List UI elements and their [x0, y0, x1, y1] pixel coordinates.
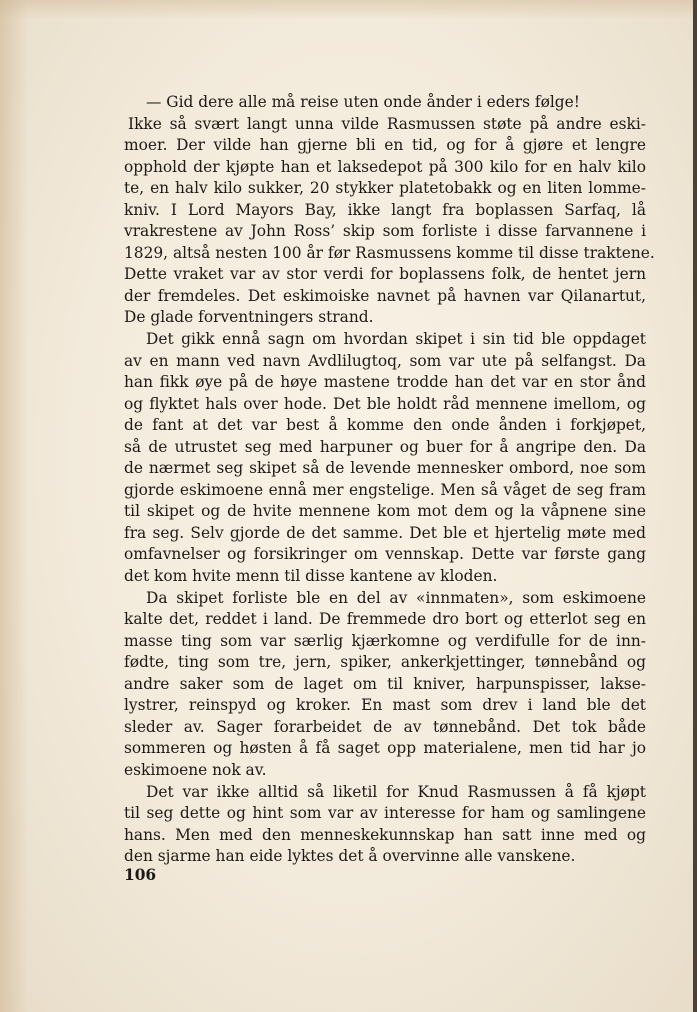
text-line: kalte det, reddet i land. De fremmede dro bort og etterlot seg en: [124, 610, 646, 629]
page-edge-shadow-left: [0, 0, 28, 1012]
text-line: Dette vraket var av stor verdi for boplassens folk, de hentet jern: [124, 265, 646, 284]
text-line: de fant at det var best å komme den onde ånden i forkjøpet,: [124, 416, 646, 435]
text-line: omfavnelser og forsikringer om vennskap. Dette var første gang: [124, 545, 646, 564]
text-line: de nærmet seg skipet så de levende mennesker ombord, noe som: [124, 459, 646, 478]
text-line: eskimoene nok av.: [124, 760, 267, 779]
text-line: vrakrestene av John Ross’ skip som forliste i disse farvannene i: [124, 222, 646, 241]
text-line: der fremdeles. Det eskimoiske navnet på havnen var Qilanartut,: [124, 286, 646, 305]
text-line: opphold der kjøpte han et laksedepot på 300 kilo for en halv kilo: [124, 157, 646, 176]
text-line: den sjarme han eide lyktes det å overvinne alle vanskene.: [124, 847, 576, 866]
text-line: masse ting som var særlig kjærkomne og verdifulle for de inn-: [124, 631, 646, 650]
page-number: 106: [124, 866, 157, 884]
text-line: Det var ikke alltid så liketil for Knud Rasmussen å få kjøpt: [146, 782, 646, 801]
text-line: til skipet og de hvite mennene kom mot dem og la våpnene sine: [124, 502, 646, 521]
text-line: andre saker som de laget om til kniver, harpunspisser, lakse-: [124, 674, 646, 693]
text-line: Det gikk ennå sagn om hvordan skipet i sin tid ble oppdaget: [146, 330, 646, 349]
text-line: Ikke så svært langt unna vilde Rasmussen støte på andre eski-: [128, 114, 646, 133]
page-edge-shadow-top: [0, 0, 697, 20]
text-line: sleder av. Sager forarbeidet de av tønnebånd. Det tok både: [124, 717, 646, 736]
text-line: han fikk øye på de høye mastene trodde han det var en stor ånd: [124, 373, 646, 392]
text-line: og flyktet hals over hode. Det ble holdt råd mennene imellom, og: [124, 394, 646, 413]
text-line: kniv. I Lord Mayors Bay, ikke langt fra boplassen Sarfaq, lå: [124, 200, 646, 219]
text-line: Da skipet forliste ble en del av «innmaten», som eskimoene: [146, 588, 646, 607]
text-line: moer. Der vilde han gjerne bli en tid, og for å gjøre et lengre: [124, 136, 646, 155]
text-line: 1829, altså nesten 100 år før Rasmussens komme til disse traktene.: [124, 243, 655, 262]
text-line: gjorde eskimoene ennå mer engstelige. Men så våget de seg fram: [124, 480, 646, 499]
text-line: — Gid dere alle må reise uten onde ånder i eders følge!: [146, 93, 580, 111]
text-line: fra seg. Selv gjorde de det samme. Det ble et hjertelig møte med: [124, 523, 646, 542]
body-text: [124, 92, 655, 868]
page-edge-dark-right: [693, 0, 697, 1012]
text-line: te, en halv kilo sukker, 20 stykker platetobakk og en liten lomme-: [124, 179, 646, 198]
text-line: sommeren og høsten å få saget opp materialene, men tid har jo: [124, 739, 646, 758]
text-line: av en mann ved navn Avdlilugtoq, som var ute på selfangst. Da: [124, 351, 646, 370]
text-line: fødte, ting som tre, jern, spiker, ankerkjettinger, tønnebånd og: [124, 653, 646, 672]
text-line: så de utrustet seg med harpuner og buer for å angripe den. Da: [124, 437, 646, 456]
text-line: lystrer, reinspyd og kroker. En mast som drev i land ble det: [124, 696, 646, 715]
text-line: det kom hvite menn til disse kantene av kloden.: [124, 567, 498, 586]
text-line: til seg dette og hint som var av interesse for ham og samlingene: [124, 804, 646, 823]
text-line: hans. Men med den menneskekunnskap han satt inne med og: [124, 825, 646, 844]
text-line: De glade forventningers strand.: [124, 308, 374, 327]
